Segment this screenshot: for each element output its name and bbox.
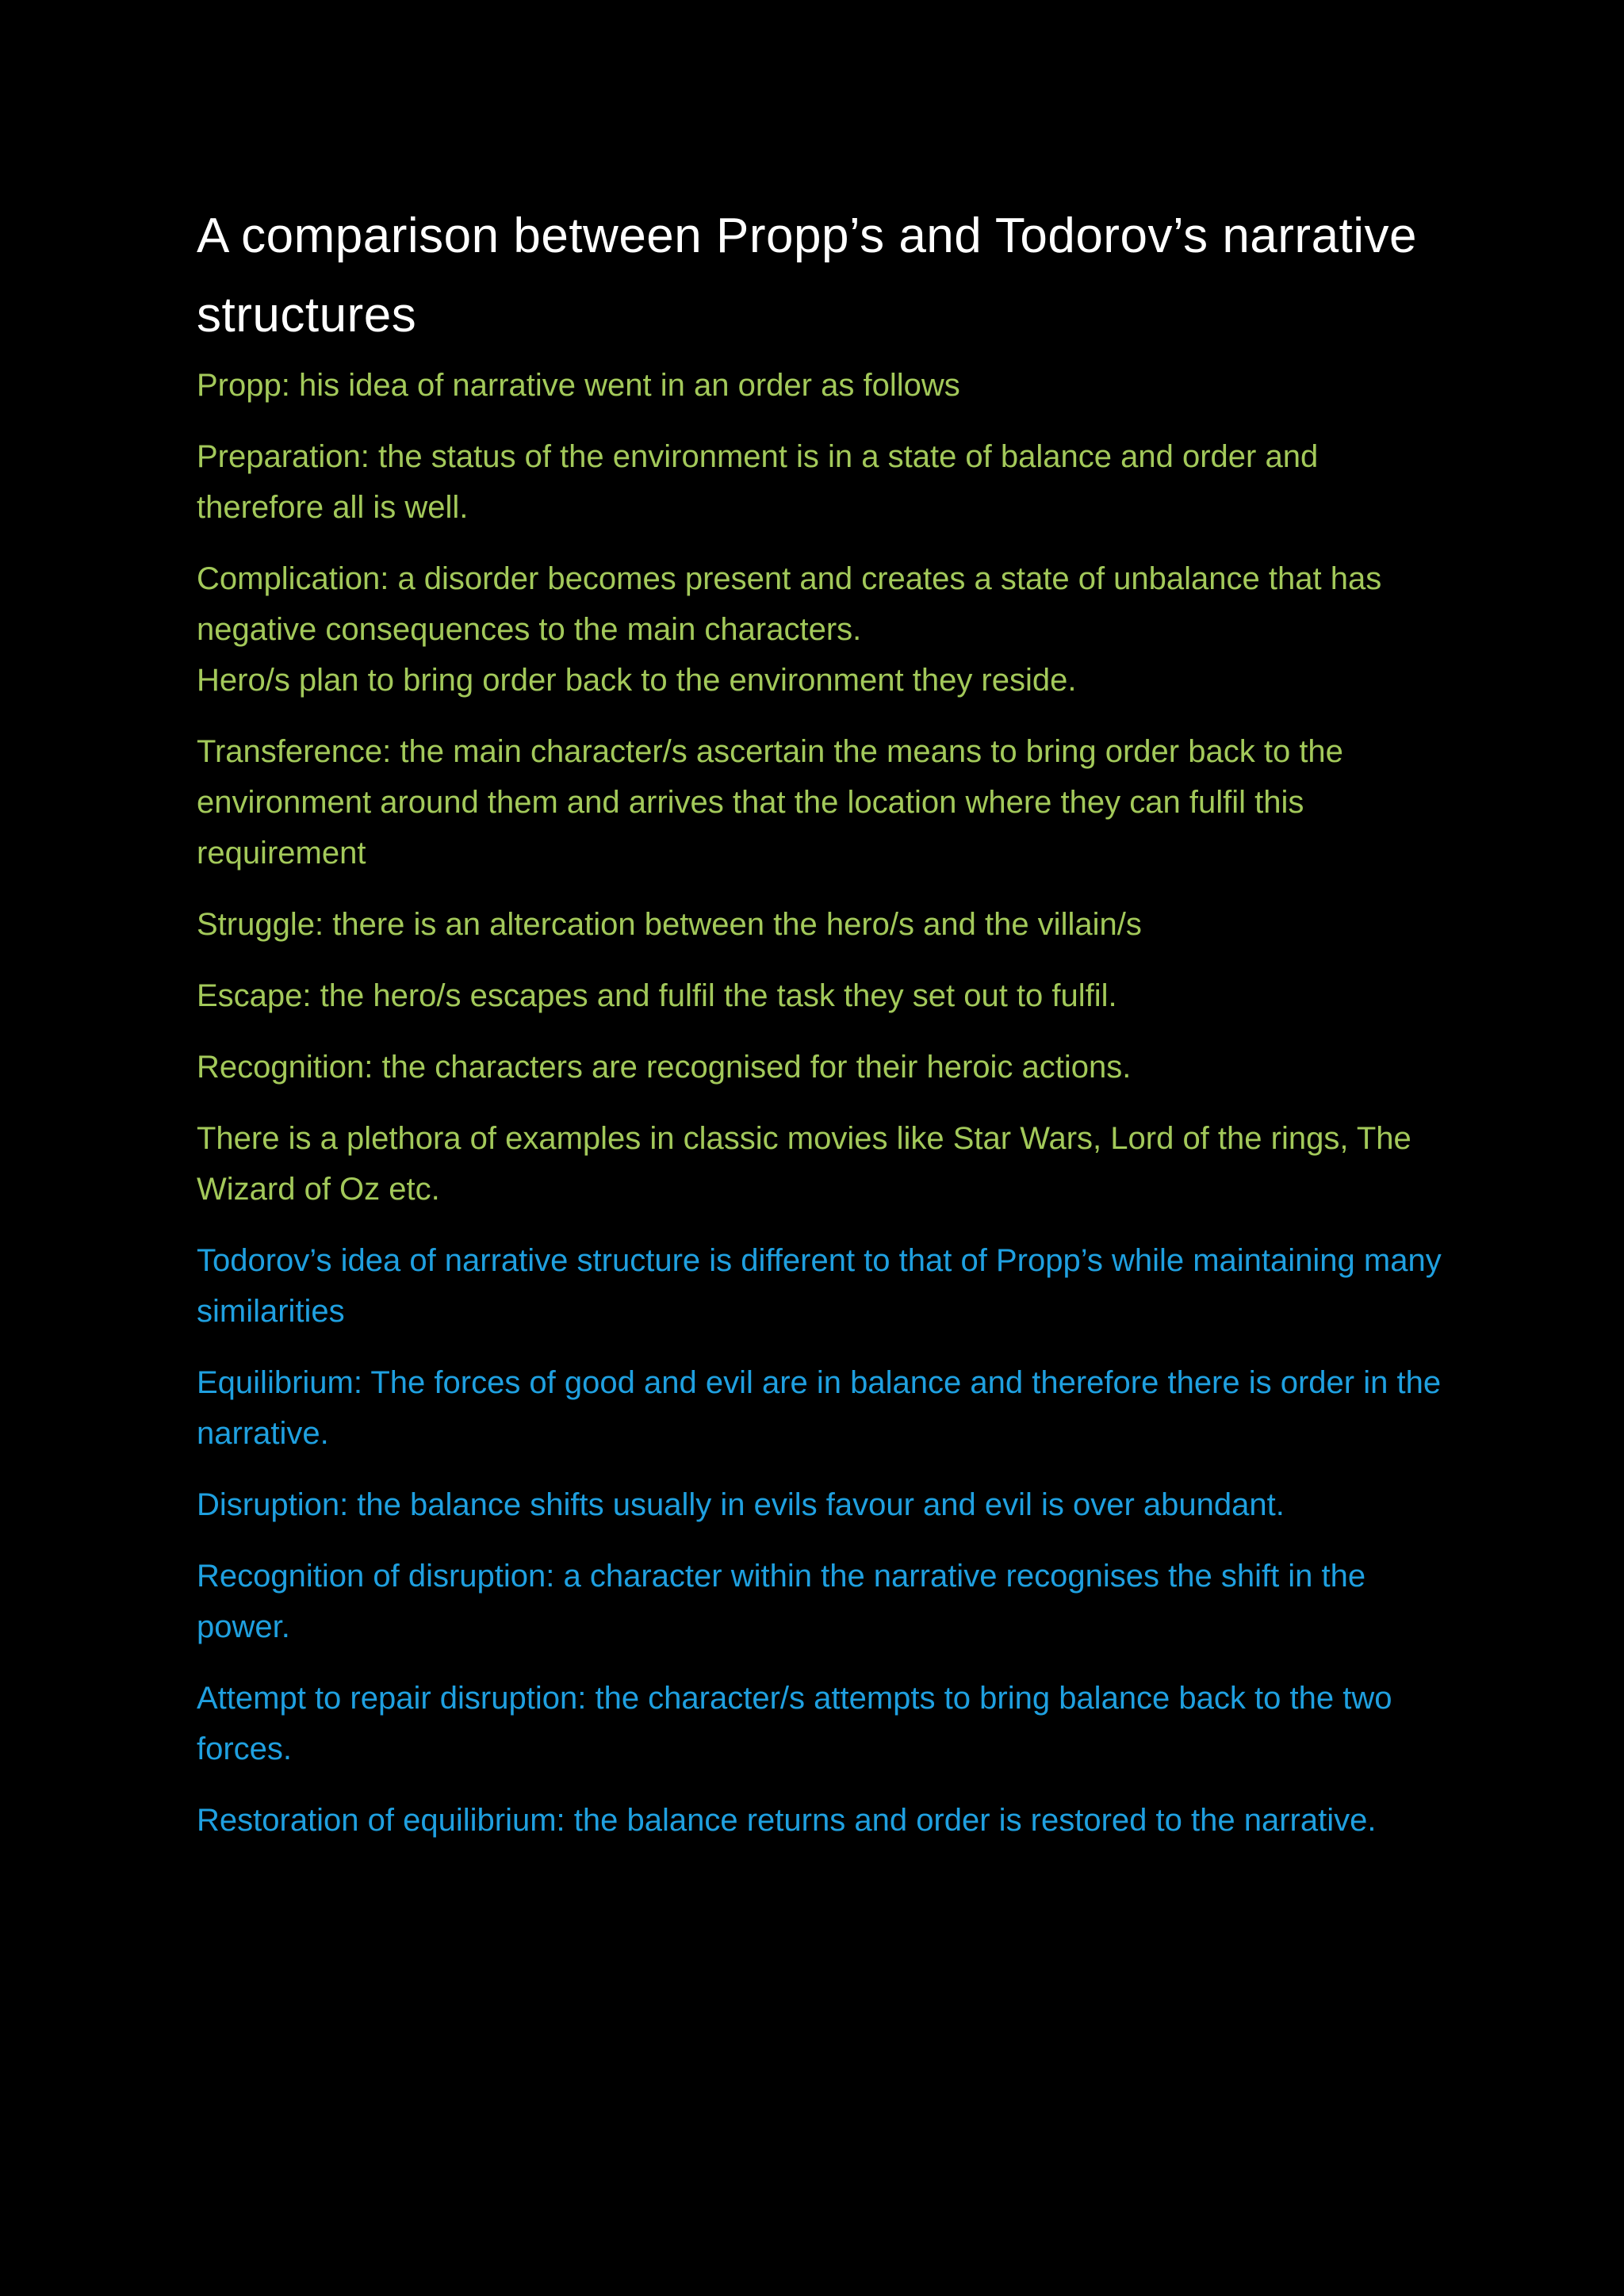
todorov-restoration: Restoration of equilibrium: the balance returns and order is restored to the narrative. (197, 1803, 1377, 1838)
todorov-disruption: Disruption: the balance shifts usually in evils favour and evil is over abundant. (197, 1487, 1285, 1522)
slide-content (197, 197, 1450, 1866)
propp-escape: Escape: the hero/s escapes and fulfil the task they set out to fulfil. (197, 978, 1117, 1013)
propp-transference: Transference: the main character/s ascertain the means to bring order back to the environment around them and arrives that the location where they can fulfil this requirement (197, 734, 1343, 871)
propp-struggle: Struggle: there is an altercation between the hero/s and the villain/s (197, 907, 1142, 942)
propp-complication: Complication: a disorder becomes present and creates a state of unbalance that has negative consequences to the main characters. Hero/s plan to bring order back to the environment they reside. (197, 561, 1382, 698)
todorov-section (197, 1235, 1450, 1846)
page-title: A comparison between Propp’s and Todorov’s narrative structures (197, 209, 1418, 342)
propp-section (197, 360, 1450, 1215)
todorov-recognition-of-disruption: Recognition of disruption: a character within the narrative recognises the shift in the power. (197, 1559, 1366, 1644)
propp-intro: Propp: his idea of narrative went in an order as follows (197, 368, 960, 403)
todorov-equilibrium: Equilibrium: The forces of good and evil are in balance and therefore there is order in the narrative. (197, 1365, 1442, 1451)
propp-recognition: Recognition: the characters are recognised for their heroic actions. (197, 1050, 1132, 1085)
todorov-intro: Todorov’s idea of narrative structure is different to that of Propp’s while maintaining many similarities (197, 1243, 1442, 1329)
propp-examples: There is a plethora of examples in classic movies like Star Wars, Lord of the rings, The Wizard of Oz etc. (197, 1121, 1411, 1207)
todorov-attempt-to-repair: Attempt to repair disruption: the character/s attempts to bring balance back to the two forces. (197, 1681, 1392, 1766)
propp-preparation: Preparation: the status of the environment is in a state of balance and order and therefore all is well. (197, 439, 1319, 525)
